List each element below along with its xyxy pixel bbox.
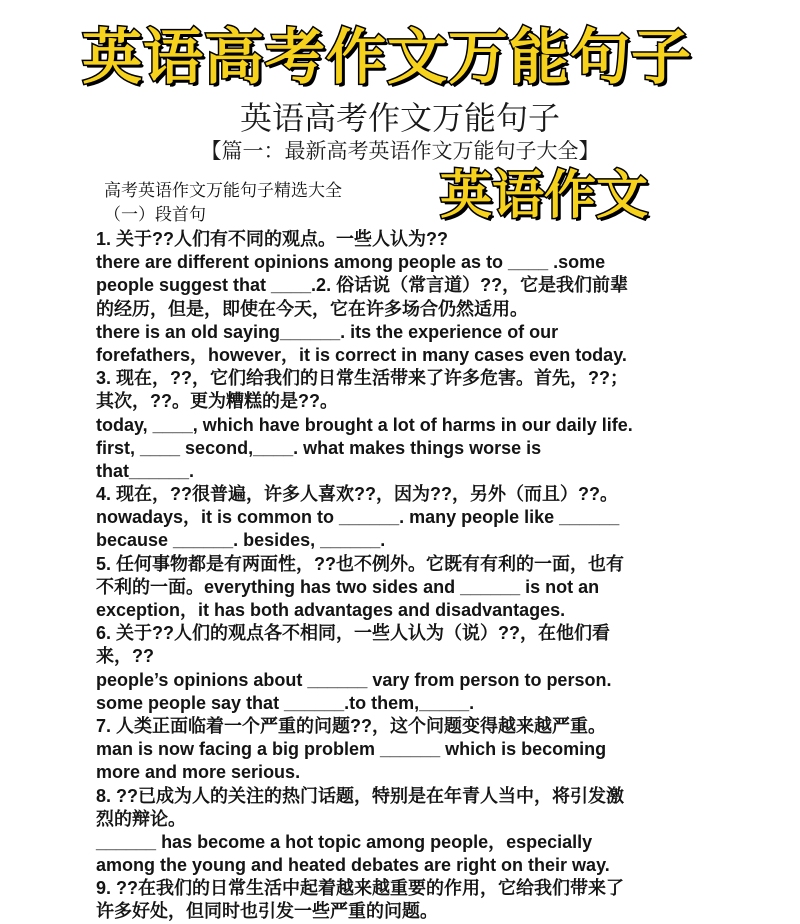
text-line: 5. 任何事物都是有两面性，??也不例外。它既有有利的一面，也有 bbox=[96, 553, 625, 574]
text-line: man is now facing a big problem ______ which is becoming bbox=[96, 739, 607, 760]
text-line: because ______. besides, ______. bbox=[96, 530, 386, 551]
text-line: forefathers，however，it is correct in many cases even today. bbox=[96, 344, 627, 365]
text-line: there are different opinions among people as to ____ .some bbox=[96, 252, 606, 273]
text-line: 烈的辩论。 bbox=[96, 808, 186, 829]
text-line: that______. bbox=[96, 460, 195, 481]
text-line: today, ____, which have brought a lot of harms in our daily life. bbox=[96, 414, 633, 435]
text-line: ______ has become a hot topic among people，especially bbox=[96, 831, 593, 852]
document-body bbox=[96, 228, 776, 924]
text-line: some people say that ______.to them,_____. bbox=[96, 692, 475, 713]
text-line: 其次，??。更为糟糕的是??。 bbox=[96, 391, 338, 412]
text-line: nowadays，it is common to ______. many people like ______ bbox=[96, 507, 620, 528]
text-line: there is an old saying______. its the experience of our bbox=[96, 321, 559, 342]
banner-title: 英语高考作文万能句子 bbox=[82, 23, 692, 93]
text-line: 的经历，但是，即使在今天，它在许多场合仍然适用。 bbox=[96, 298, 528, 319]
text-line: 8. ??已成为人的关注的热门话题，特别是在年青人当中，将引发激 bbox=[96, 785, 625, 806]
text-line: 4. 现在，??很普遍，许多人喜欢??，因为??，另外（而且）??。 bbox=[96, 484, 618, 505]
text-line: people’s opinions about ______ vary from person to person. bbox=[96, 669, 612, 690]
text-line: 6. 关于??人们的观点各不相同，一些人认为（说）??，在他们看 bbox=[96, 623, 610, 644]
section-title: 高考英语作文万能句子精选大全 bbox=[104, 181, 342, 201]
subsection-title: （一）段首句 bbox=[104, 205, 206, 225]
text-line: 来，?? bbox=[96, 646, 154, 667]
text-line: 9. ??在我们的日常生活中起着越来越重要的作用，它给我们带来了 bbox=[96, 878, 625, 899]
text-line: exception，it has both advantages and disadvantages. bbox=[96, 600, 566, 620]
text-line: 7. 人类正面临着一个严重的问题??，这个问题变得越来越严重。 bbox=[96, 715, 607, 736]
text-line: 许多好处，但同时也引发一些严重的问题。 bbox=[96, 901, 438, 922]
document-subtitle: 【篇一：最新高考英语作文万能句子大全】 bbox=[200, 139, 600, 163]
text-line: more and more serious. bbox=[96, 762, 301, 783]
text-line: 3. 现在，??，它们给我们的日常生活带来了许多危害。首先，??； bbox=[96, 368, 628, 389]
text-line: first, ____ second,____. what makes things worse is bbox=[96, 437, 542, 458]
document-title: 英语高考作文万能句子 bbox=[239, 99, 560, 137]
text-line: people suggest that ____.2. 俗话说（常言道）??，它是我们前辈 bbox=[96, 275, 629, 296]
text-line: 不利的一面。everything has two sides and ______ is not an bbox=[96, 576, 600, 597]
text-line: among the young and heated debates are right on their way. bbox=[96, 855, 610, 876]
text-line: 1. 关于??人们有不同的观点。一些人认为?? bbox=[96, 229, 448, 249]
english-writing-badge: 英语作文 bbox=[440, 166, 649, 226]
